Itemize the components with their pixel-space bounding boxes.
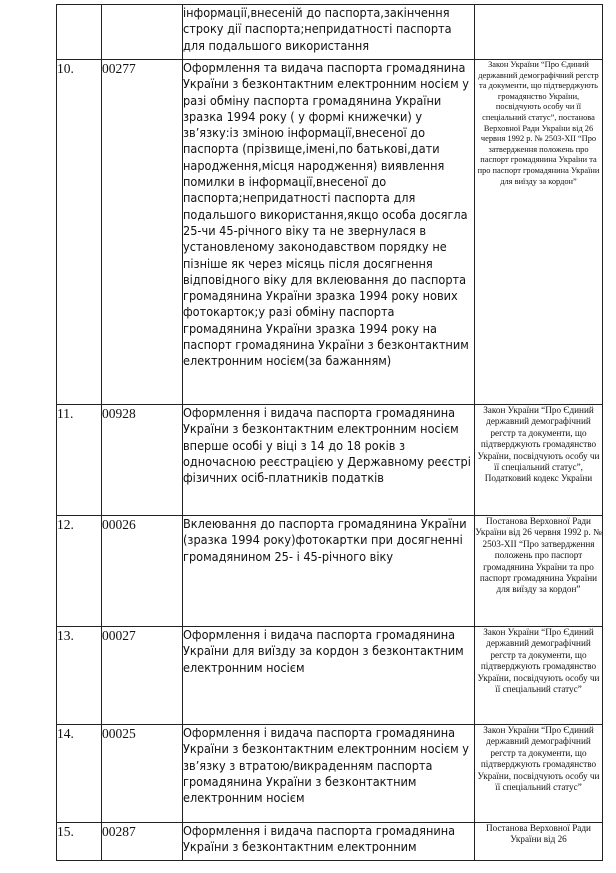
table-row [57, 823, 603, 861]
row-number: 14. [57, 725, 102, 823]
row-number: 12. [57, 516, 102, 627]
service-description: Оформлення і видача паспорта громадянина України з безконтактним електронним носієм вперше особі у віці з 14 до 18 років з одночасною реєстрацією у Державному реєстрі фізичних осіб-платників податків [183, 405, 475, 516]
service-description: Оформлення та видача паспорта громадянина України з безконтактним електронним носієм у разі обміну паспорта громадянина України зразка 1994 року ( у формі книжечки) у зв’язку:із зміною інформації,внесеної до паспорта (прізвище,імені,по батькові,дати народження,місця народження) виявлення помилки в інформації,внесеної до паспорта;непридатності паспорта для подальшого використання,якщо особа досягла 25-чи 45-річного віку та не звернулася в установленому законодавством порядку не пізніше як через місяць після досягнення відповідного віку для вклеювання до паспорта громадянина України зразка 1994 року нових фотокарток;у разі обміну паспорта громадянина України зразка 1994 року на паспорт громадянина України з безконтактним електронним носієм(за бажанням) [183, 60, 475, 405]
service-code: 00287 [102, 823, 183, 861]
legal-basis: Закон України “Про Єдиний державний демографічний регстр та документи, що підтверджують громадянство України, посвідчують особу чи її спеціальний статус” [475, 627, 603, 725]
service-code [102, 5, 183, 60]
service-description: Оформлення і видача паспорта громадянина України з безконтактним електронним [183, 823, 475, 861]
service-description: Оформлення і видача паспорта громадянина України з безконтактним електронним носієм у зв’язку з втратою/викраденням паспорта громадянина України з безконтактним електронним носієм [183, 725, 475, 823]
legal-basis: Постанова Верховної Ради України від 26 червня 1992 р. № 2503-XII “Про затвердження положень про паспорт громадянина України та про паспорт громадянина України для виїзду за кордон” [475, 516, 603, 627]
service-code: 00026 [102, 516, 183, 627]
table-row [57, 627, 603, 725]
row-number: 11. [57, 405, 102, 516]
legal-basis: Закон України “Про Єдиний державний демографічний регстр та документи, що підтверджують громадянство України, посвідчують особу чи її спеціальний статус”, постанова Верховної Ради України від 26 червня 1992 р. № 2503-XII “Про затвердження положень про паспорт громадянина України та про паспорт громадянина України для виїзду за кордон” [475, 60, 603, 405]
row-number [57, 5, 102, 60]
row-number: 10. [57, 60, 102, 405]
service-description: Вклеювання до паспорта громадянина України (зразка 1994 року)фотокартки при досягненні громадянином 25- і 45-річного віку [183, 516, 475, 627]
legal-basis: Закон України “Про Єдиний державний демографічний регстр та документи, що підтверджують громадянство України, посвідчують особу чи її спеціальний статус”, Податковий кодекс України [475, 405, 603, 516]
service-description: Оформлення і видача паспорта громадянина України для виїзду за кордон з безконтактним електронним носієм [183, 627, 475, 725]
service-description: інформації,внесеній до паспорта,закінчення строку дії паспорта;непридатності паспорта для подальшого використання [183, 5, 475, 60]
service-code: 00025 [102, 725, 183, 823]
legal-basis: Постанова Верховної Ради України від 26 [475, 823, 603, 861]
row-number: 15. [57, 823, 102, 861]
services-table [56, 4, 603, 861]
service-code: 00027 [102, 627, 183, 725]
table-row [57, 725, 603, 823]
table-row [57, 60, 603, 405]
row-number: 13. [57, 627, 102, 725]
legal-basis [475, 5, 603, 60]
table-row [57, 5, 603, 60]
service-code: 00928 [102, 405, 183, 516]
table-row [57, 405, 603, 516]
table-row [57, 516, 603, 627]
legal-basis: Закон України “Про Єдиний державний демографічний регстр та документи, що підтверджують громадянство України, посвідчують особу чи її спеціальний статус” [475, 725, 603, 823]
service-code: 00277 [102, 60, 183, 405]
